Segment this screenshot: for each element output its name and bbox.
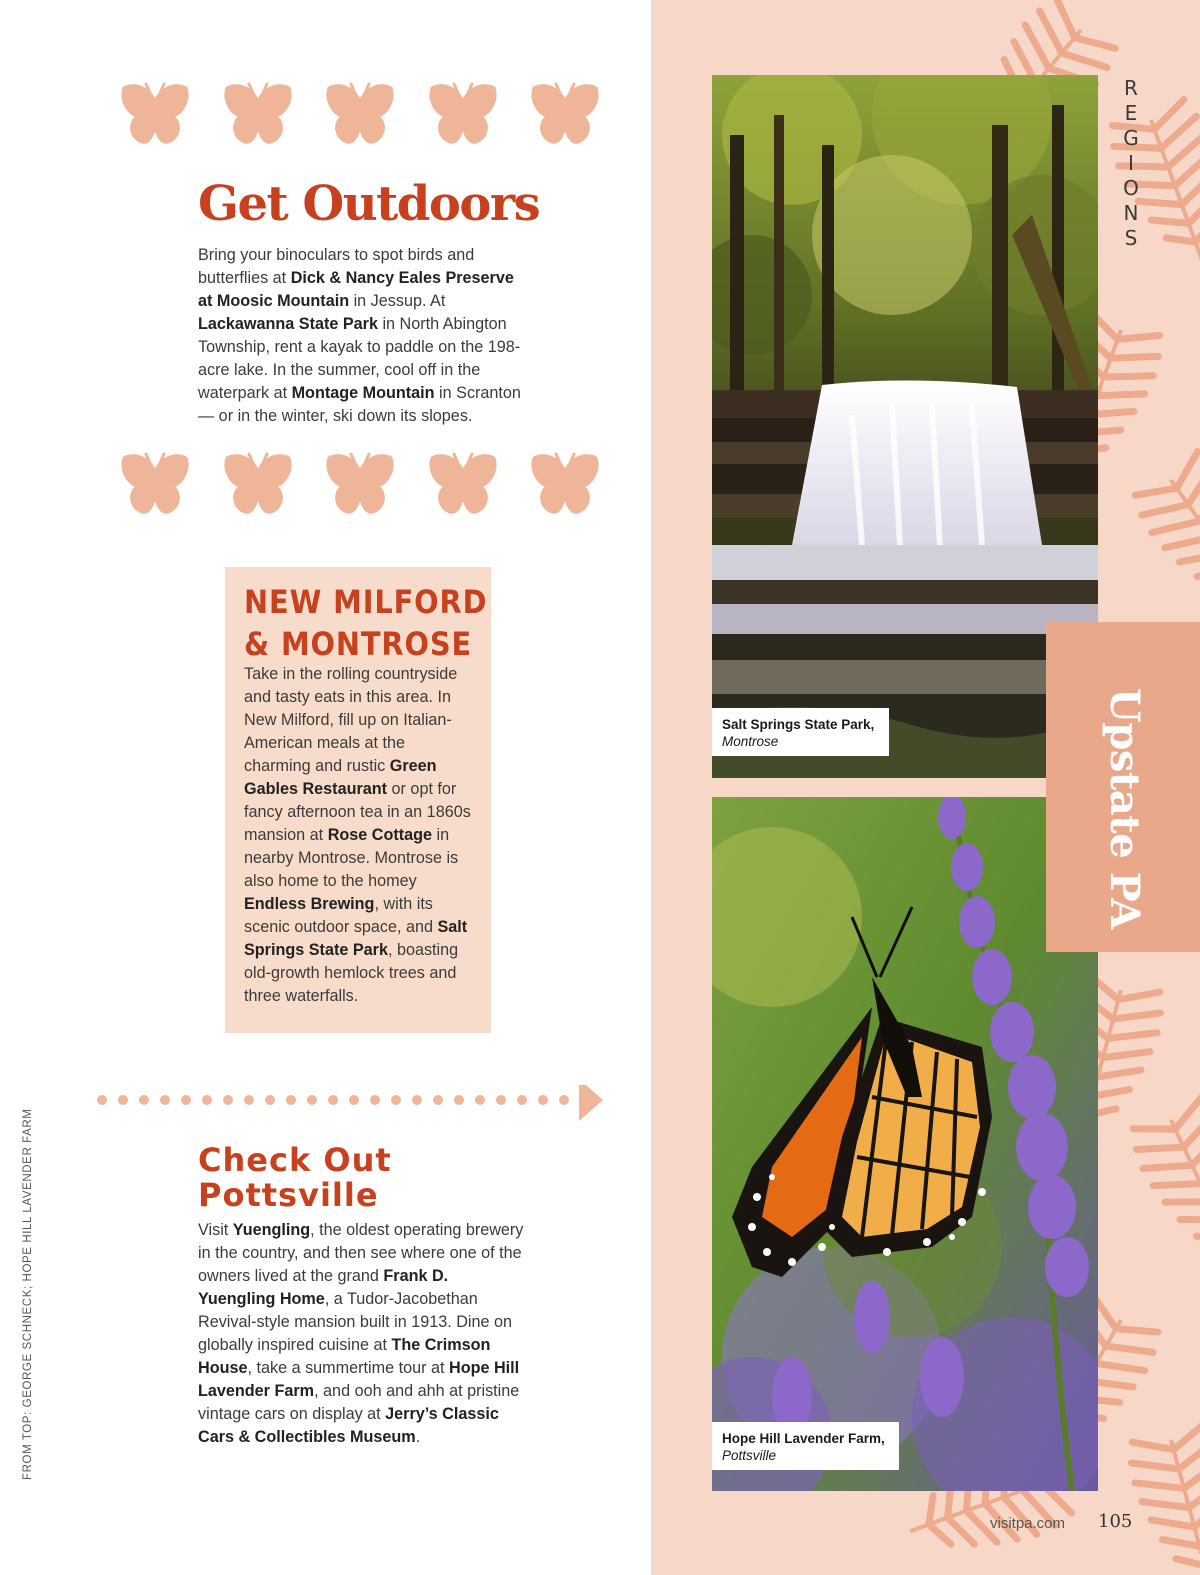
place-name: Rose Cottage xyxy=(327,826,433,844)
section-label-letter: E xyxy=(1124,101,1138,125)
paragraph-text: or opt for fancy afternoon tea in an 1860s mansion at xyxy=(244,780,471,844)
butterfly-icon xyxy=(325,82,395,146)
upstate-pa-text: Upstate PA xyxy=(1101,688,1148,929)
butterfly-row-bottom xyxy=(120,452,600,516)
section-label-regions xyxy=(1120,76,1142,251)
butterfly-icon xyxy=(223,452,293,516)
butterfly-row-top xyxy=(120,82,600,146)
section-label-letter: I xyxy=(1128,151,1134,175)
butterfly-icon xyxy=(530,82,600,146)
title-line-1: Check Out xyxy=(198,1141,392,1179)
caption-salt-springs xyxy=(712,708,889,756)
place-name: Montage Mountain xyxy=(291,384,435,402)
butterfly-icon xyxy=(428,452,498,516)
waterfall-photo xyxy=(712,75,1098,778)
dotted-arrow-divider xyxy=(96,1085,606,1129)
butterfly-icon xyxy=(120,82,190,146)
caption-place: Pottsville xyxy=(722,1448,777,1463)
paragraph-text: . xyxy=(415,1428,421,1446)
get-outdoors-paragraph xyxy=(198,244,528,428)
section-label-letter: S xyxy=(1124,226,1138,250)
place-name: Frank D. Yuengling Home xyxy=(198,1267,449,1308)
section-label-letter: G xyxy=(1123,126,1139,150)
new-milford-montrose-paragraph xyxy=(244,663,476,1008)
caption-hope-hill xyxy=(712,1422,899,1470)
section-title-check-out-pottsville xyxy=(198,1143,392,1213)
paragraph-text: Bring your binoculars to spot birds and butterflies at xyxy=(198,246,475,287)
paragraph-text: , the oldest operating brewery in the country, and then see where one of the owners lived at the grand xyxy=(198,1221,524,1285)
paragraph-text: , with its scenic outdoor space, and xyxy=(244,895,438,936)
place-name: Jerry’s Classic Cars & Collectibles Museum xyxy=(198,1405,499,1446)
paragraph-text: , and ooh and ahh at pristine vintage cars on display at xyxy=(198,1382,520,1423)
paragraph-text: , boasting old-growth hemlock trees and three waterfalls. xyxy=(244,941,459,1005)
place-name: Salt Springs State Park xyxy=(244,918,468,959)
paragraph-text: in nearby Montrose. Montrose is also home to the homey xyxy=(244,826,459,890)
new-milford-montrose-box xyxy=(225,567,491,1033)
place-name: The Crimson House xyxy=(198,1336,491,1377)
paragraph-text: Take in the rolling countryside and tasty eats in this area. In New Milford, fill up on Italian-American meals at the charming and rustic xyxy=(244,665,458,775)
paragraph-text: in Jessup. At xyxy=(349,292,446,310)
butterfly-icon xyxy=(428,82,498,146)
photo-credit: FROM TOP: GEORGE SCHNECK; HOPE HILL LAVENDER FARM xyxy=(22,1108,34,1480)
butterfly-lavender-image xyxy=(712,797,1098,1491)
footer-website: visitpa.com xyxy=(990,1515,1066,1532)
butterfly-icon xyxy=(120,452,190,516)
place-name: Yuengling xyxy=(232,1221,311,1239)
title-line-2: & MONTROSE xyxy=(244,625,473,663)
caption-name: Salt Springs State Park, xyxy=(722,717,875,732)
section-title-get-outdoors: Get Outdoors xyxy=(198,176,540,232)
paragraph-text: in Scranton — or in the winter, ski down its slopes. xyxy=(198,384,521,425)
section-label-letter: N xyxy=(1123,201,1139,225)
paragraph-text: Visit xyxy=(198,1221,233,1239)
check-out-pottsville-paragraph xyxy=(198,1219,528,1449)
title-line-1: NEW MILFORD xyxy=(244,583,488,621)
place-name: Hope Hill Lavender Farm xyxy=(198,1359,520,1400)
place-name: Green Gables Restaurant xyxy=(244,757,437,798)
caption-name: Hope Hill Lavender Farm, xyxy=(722,1431,885,1446)
new-milford-montrose-title xyxy=(244,581,505,665)
waterfall-image xyxy=(712,75,1098,778)
upstate-pa-label xyxy=(1090,688,1150,929)
butterfly-icon xyxy=(325,452,395,516)
paragraph-text: in North Abington Township, rent a kayak to paddle on the 198-acre lake. In the summer, cool off in the waterpark at xyxy=(198,315,521,402)
butterfly-icon xyxy=(530,452,600,516)
place-name: Endless Brewing xyxy=(244,895,375,913)
butterfly-lavender-photo xyxy=(712,797,1098,1491)
page-number: 105 xyxy=(1098,1511,1133,1532)
paragraph-text: , take a summertime tour at xyxy=(247,1359,449,1377)
section-label-letter: R xyxy=(1124,76,1138,100)
title-line-2: Pottsville xyxy=(198,1176,379,1214)
paragraph-text: , a Tudor-Jacobethan Revival-style mansion built in 1913. Dine on globally inspired cuisine at xyxy=(198,1290,513,1354)
caption-place: Montrose xyxy=(722,734,779,749)
place-name: Dick & Nancy Eales Preserve at Moosic Mountain xyxy=(198,269,514,310)
butterfly-icon xyxy=(223,82,293,146)
place-name: Lackawanna State Park xyxy=(198,315,378,333)
section-label-letter: O xyxy=(1123,176,1139,200)
